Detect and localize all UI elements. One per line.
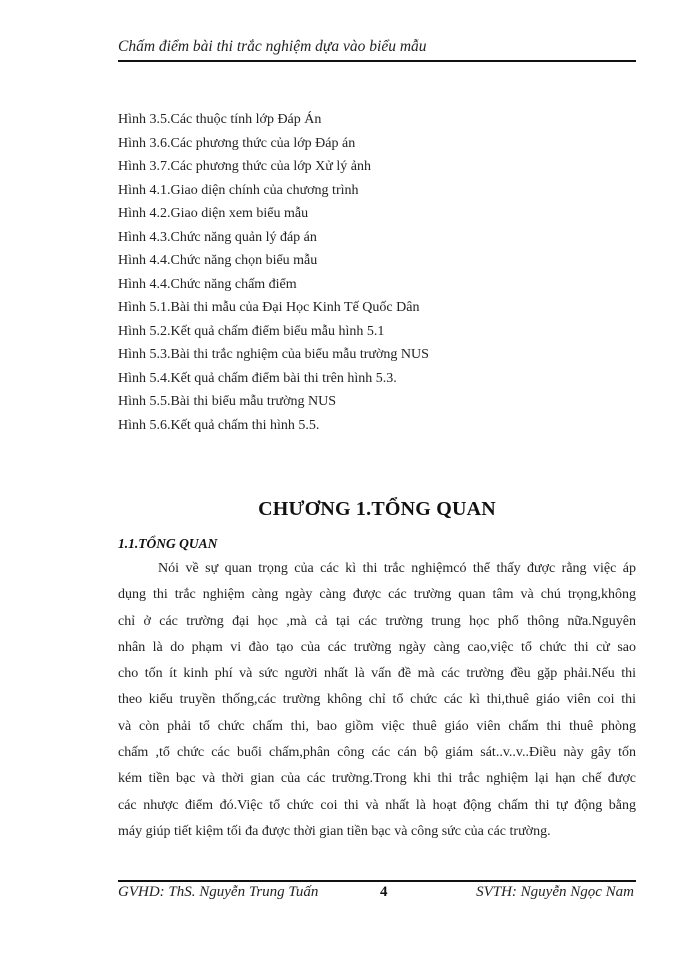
paragraph-line: dụng thi trắc nghiệm càng ngày càng được các trường quan tâm và chú trọng,không [118,587,636,603]
supervisor-credit: GVHD: ThS. Nguyễn Trung Tuấn [118,884,319,900]
paragraph-line: chấm ,tổ chức các buổi chấm,phân công các cán bộ giám sát..v..v..Điều này gây tốn [118,745,636,761]
figure-list-item: Hình 3.5.Các thuộc tính lớp Đáp Án [118,112,322,127]
figure-list-item: Hình 4.2.Giao diện xem biểu mẫu [118,206,309,221]
section-title: 1.1.TỔNG QUAN [118,536,218,551]
figure-list-item: Hình 4.1.Giao diện chính của chương trình [118,182,359,198]
figure-list-item: Hình 3.6.Các phương thức của lớp Đáp án [118,135,356,151]
paragraph-line: và còn phải tổ chức chấm thi, bao giồm việc thuê giáo viên chấm thi thuê phòng [118,718,636,734]
running-header: Chấm điểm bài thi trắc nghiệm dựa vào biểu mẫu [118,38,427,55]
figure-list-item: Hình 4.4.Chức năng chấm điểm [118,276,297,292]
figure-list-item: Hình 5.3.Bài thi trắc nghiệm của biểu mẫu trường NUS [118,347,429,362]
footer-divider [118,880,636,882]
figure-list-item: Hình 5.2.Kết quả chấm điểm biểu mẫu hình 5.1 [118,323,385,339]
figure-list-item: Hình 5.4.Kết quả chấm điểm bài thi trên hình 5.3. [118,370,397,386]
figure-list-item: Hình 3.7.Các phương thức của lớp Xử lý ảnh [118,159,371,174]
paragraph-line: máy giúp tiết kiệm tối đa được thời gian tiền bạc và công sức của các trường. [118,823,551,839]
paragraph-line: nhân là do phạm vi đào tạo của các trường ngày càng cao,việc tổ chức thi cử sao [118,639,636,655]
paragraph-line: chỉ ở các trường đại học ,mà cả tại các trường trung học phổ thông nữa.Nguyên [118,613,636,629]
body-paragraph [118,556,636,845]
paragraph-line: cho tốn ít kinh phí và sức người nhất là vấn đề mà các trường đều gặp phải.Nếu thi [118,666,636,682]
figure-list-item: Hình 4.3.Chức năng quản lý đáp án [118,229,317,245]
page-number: 4 [380,884,388,900]
figure-list-item: Hình 5.6.Kết quả chấm thi hình 5.5. [118,417,320,433]
figure-list-item: Hình 4.4.Chức năng chọn biểu mẫu [118,253,318,268]
header-divider [118,60,636,62]
figure-list-item: Hình 5.1.Bài thi mẫu của Đại Học Kinh Tế Quốc Dân [118,300,420,315]
running-footer [118,884,636,906]
student-credit: SVTH: Nguyễn Ngọc Nam [476,884,634,900]
figure-list [118,108,638,437]
paragraph-line: Nói về sự quan trọng của các kì thi trắc nghiệmcó thể thấy được rằng việc áp [158,561,636,576]
paragraph-line: theo kiểu truyền thống,các trường không chỉ tổ chức các kì thi,thuê giáo viên coi thi [118,692,636,708]
figure-list-item: Hình 5.5.Bài thi biểu mẫu trường NUS [118,394,336,409]
paragraph-line: các nhược điểm đó.Việc tổ chức coi thi và nhất là hoạt động chấm thi tự động bằng [118,797,636,813]
chapter-title: CHƯƠNG 1.TỔNG QUAN [258,498,496,520]
paragraph-line: kém tiền bạc và thời gian của các trường.Trong khi thi trắc nghiệm lại hạn chế được [118,771,636,787]
